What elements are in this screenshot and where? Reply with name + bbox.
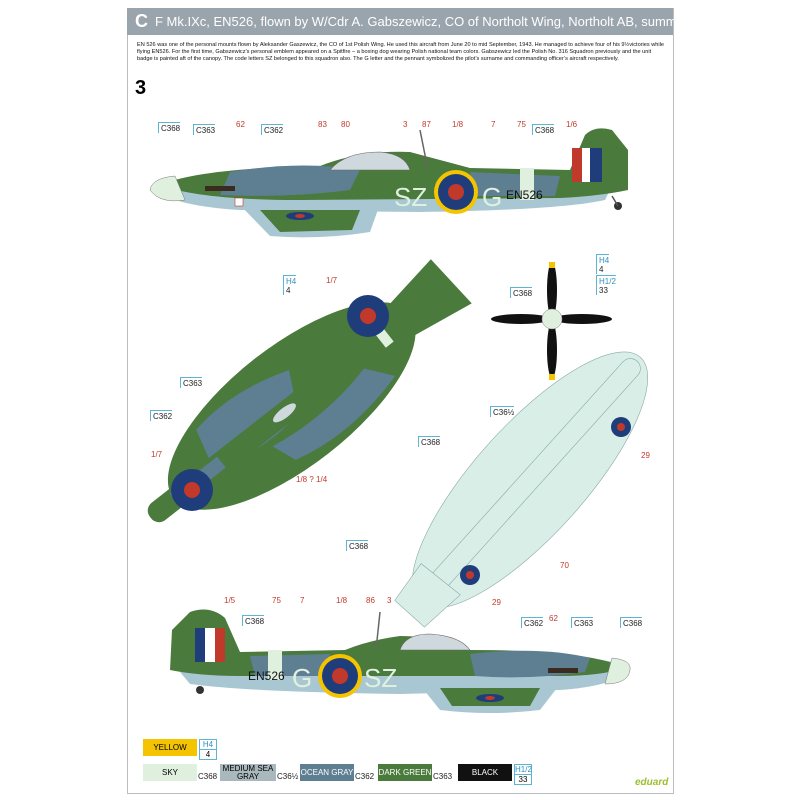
scheme-letter: C [135, 11, 148, 31]
bottom-code-letters: SZ [364, 663, 398, 693]
callout-top-87: 87 [422, 120, 431, 129]
legend-black-swatch: BLACK [458, 764, 512, 781]
lower-plan-view [369, 321, 682, 651]
callout-prop-h12: H1/2 33 [596, 275, 616, 295]
callout-prop-c368: C368 [510, 287, 532, 298]
history-text: EN 526 was one of the personal mounts flown by Aleksander Gaszewicz, the CO of 1st Polish Wing. He used this aircraft from June 20 to mid September, 1943. He managed to achieve four of his 9½victories while flying EN526. For the first time, Gabszewicz’s personal emblem appeared on a Spitfire – a boxing dog wearing Polish national team colors. Gabszewicz led the Polish No. 316 Squadron previously and the unit badge is painted aft of the canopy. The code letters SZ belonged to this squadron also. The G letter and the pennant symbolized the pilot’s surname and commanding officer’s aircraft respectively. [137, 42, 665, 62]
bottom-serial: EN526 [248, 669, 285, 683]
upper-plan-view [113, 232, 490, 564]
callout-bottom-c368-nose: C368 [620, 617, 642, 628]
callout-top-c368-nose: C368 [158, 122, 180, 133]
callout-bottom-c363: C363 [571, 617, 593, 628]
profile-number: 3 [135, 77, 147, 99]
legend-dark-green-swatch: DARK GREEN [378, 764, 432, 781]
eduard-logo: eduard [635, 777, 669, 788]
callout-top-7: 7 [491, 120, 496, 129]
right-profile-view [170, 610, 630, 713]
callout-bottom-7: 7 [300, 596, 305, 605]
profile-aircraft-letter: G [482, 182, 503, 212]
callout-lower-c36half: C36½ [490, 406, 514, 417]
callout-top-62: 62 [236, 120, 245, 129]
callout-bottom-75: 75 [272, 596, 281, 605]
callout-top-80: 80 [341, 120, 350, 129]
profile-code-letters: SZ [394, 182, 428, 212]
bottom-aircraft-letter: G [292, 663, 313, 693]
callout-upper-c368: C368 [346, 540, 368, 551]
callout-top-83: 83 [318, 120, 327, 129]
callout-upper-17-left: 1/7 [151, 450, 163, 459]
callout-bottom-18: 1/8 [336, 596, 348, 605]
callout-top-c362: C362 [261, 124, 283, 135]
callout-top-c363: C363 [193, 124, 215, 135]
callout-top-18: 1/8 [452, 120, 464, 129]
scheme-title: F Mk.IXc, EN526, flown by W/Cdr A. Gabszewicz, CO of Northolt Wing, Northolt AB, summer, 1943 [155, 14, 724, 29]
callout-upper-17-right: 1/7 [326, 276, 338, 285]
callout-lower-29-right: 29 [641, 451, 650, 460]
legend-dark-green-code: C363 [433, 772, 453, 781]
callout-bottom-86: 86 [366, 596, 375, 605]
callout-top-16: 1/6 [566, 120, 578, 129]
left-profile-view [150, 128, 628, 237]
callout-prop-h4: H4 4 [596, 254, 609, 274]
legend-msg-swatch: MEDIUM SEA GRAY [220, 764, 276, 781]
callout-top-75: 75 [517, 120, 526, 129]
callout-bottom-3: 3 [387, 596, 392, 605]
callout-top-3: 3 [403, 120, 408, 129]
legend-msg-code: C36½ [277, 772, 299, 781]
callout-upper-c363: C363 [180, 377, 202, 388]
legend-ocean-gray-code: C362 [355, 772, 375, 781]
callout-lower-29-left: 29 [492, 598, 501, 607]
callout-bottom-62: 62 [549, 614, 558, 623]
legend-yellow-swatch: YELLOW [143, 739, 197, 756]
callout-bottom-15: 1/5 [224, 596, 236, 605]
callout-bottom-c368-tail: C368 [242, 615, 264, 626]
callout-lower-70: 70 [560, 561, 569, 570]
callout-upper-18-14: 1/8 ? 1/4 [296, 475, 328, 484]
legend-yellow-code: H4 4 [199, 739, 217, 760]
legend-black-code: H1/2 33 [515, 765, 532, 784]
callout-upper-h4: H4 4 [283, 275, 296, 295]
callout-lower-c368: C368 [418, 436, 440, 447]
profile-serial: EN526 [506, 188, 543, 202]
legend-sky-swatch: SKY [143, 764, 197, 781]
legend-ocean-gray-swatch: OCEAN GRAY [300, 764, 354, 781]
callout-bottom-c362: C362 [521, 617, 543, 628]
callout-top-c368-tail: C368 [532, 124, 554, 135]
legend-sky-code: C368 [198, 772, 218, 781]
callout-upper-c362: C362 [150, 410, 172, 421]
